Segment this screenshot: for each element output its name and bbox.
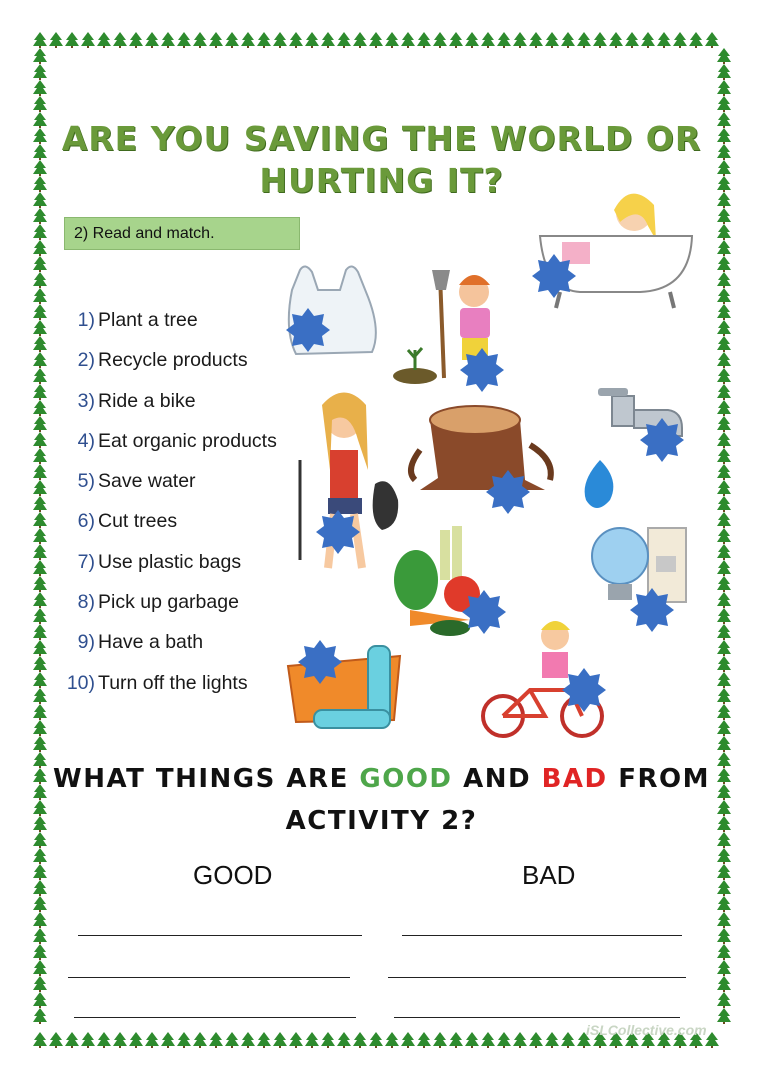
item-text: Turn off the lights (98, 671, 248, 694)
vegetables-picture (394, 526, 506, 636)
watermark: iSLCollective.com (586, 1022, 707, 1038)
bad-word: BAD (541, 764, 608, 794)
item-text: Plant a tree (98, 309, 198, 331)
item-text: Have a bath (98, 631, 204, 654)
light-bulb-picture (592, 528, 686, 632)
title-line-2: HURTING IT? (259, 161, 504, 200)
item-text: Pick up garbage (98, 591, 239, 614)
good-column-heading: GOOD (193, 860, 273, 890)
item-text: Eat organic products (98, 429, 277, 452)
item-number: 3) (77, 389, 95, 412)
instruction-box: 2) Read and match. (64, 217, 300, 250)
item-text: Save water (98, 470, 196, 493)
bad-answer-line-2[interactable] (388, 977, 686, 978)
bad-answer-line-1[interactable] (402, 935, 682, 936)
water-tap-picture (585, 388, 684, 508)
item-text: Use plastic bags (98, 550, 242, 573)
item-number: 9) (77, 631, 95, 654)
plastic-bag-picture (286, 266, 376, 354)
item-number: 4) (77, 429, 95, 452)
item-text: Ride a bike (98, 389, 196, 412)
picking-garbage-picture (300, 393, 398, 569)
bathtub-picture (532, 194, 692, 308)
question-text-2: AND (452, 764, 542, 794)
good-answer-line-2[interactable] (68, 977, 350, 978)
good-answer-line-3[interactable] (74, 1017, 356, 1018)
bad-column-heading: BAD (522, 860, 576, 890)
item-number: 1) (77, 309, 95, 331)
bad-answer-line-3[interactable] (394, 1017, 680, 1018)
item-number: 2) (77, 349, 95, 372)
question-text-1: WHAT THINGS ARE (53, 764, 360, 794)
good-answer-line-1[interactable] (78, 935, 362, 936)
recycling-bin-picture (288, 640, 400, 728)
question-line-2: ACTIVITY 2? (285, 806, 478, 836)
item-number: 5) (77, 470, 95, 493)
question-line-1 (40, 758, 723, 800)
item-number: 10) (66, 671, 95, 694)
cut-tree-picture (411, 406, 551, 514)
girl-bike-picture (483, 621, 606, 736)
item-number: 8) (77, 591, 95, 614)
question-text-3: FROM (607, 764, 710, 794)
good-word: GOOD (359, 764, 453, 794)
title-line-1: ARE YOU SAVING THE WORLD OR (61, 119, 702, 158)
item-text: Cut trees (98, 510, 178, 533)
boy-planting-picture (393, 270, 504, 392)
item-number: 7) (77, 550, 95, 573)
item-text: Recycle products (98, 349, 248, 372)
item-number: 6) (77, 510, 95, 533)
question-heading (40, 758, 723, 842)
